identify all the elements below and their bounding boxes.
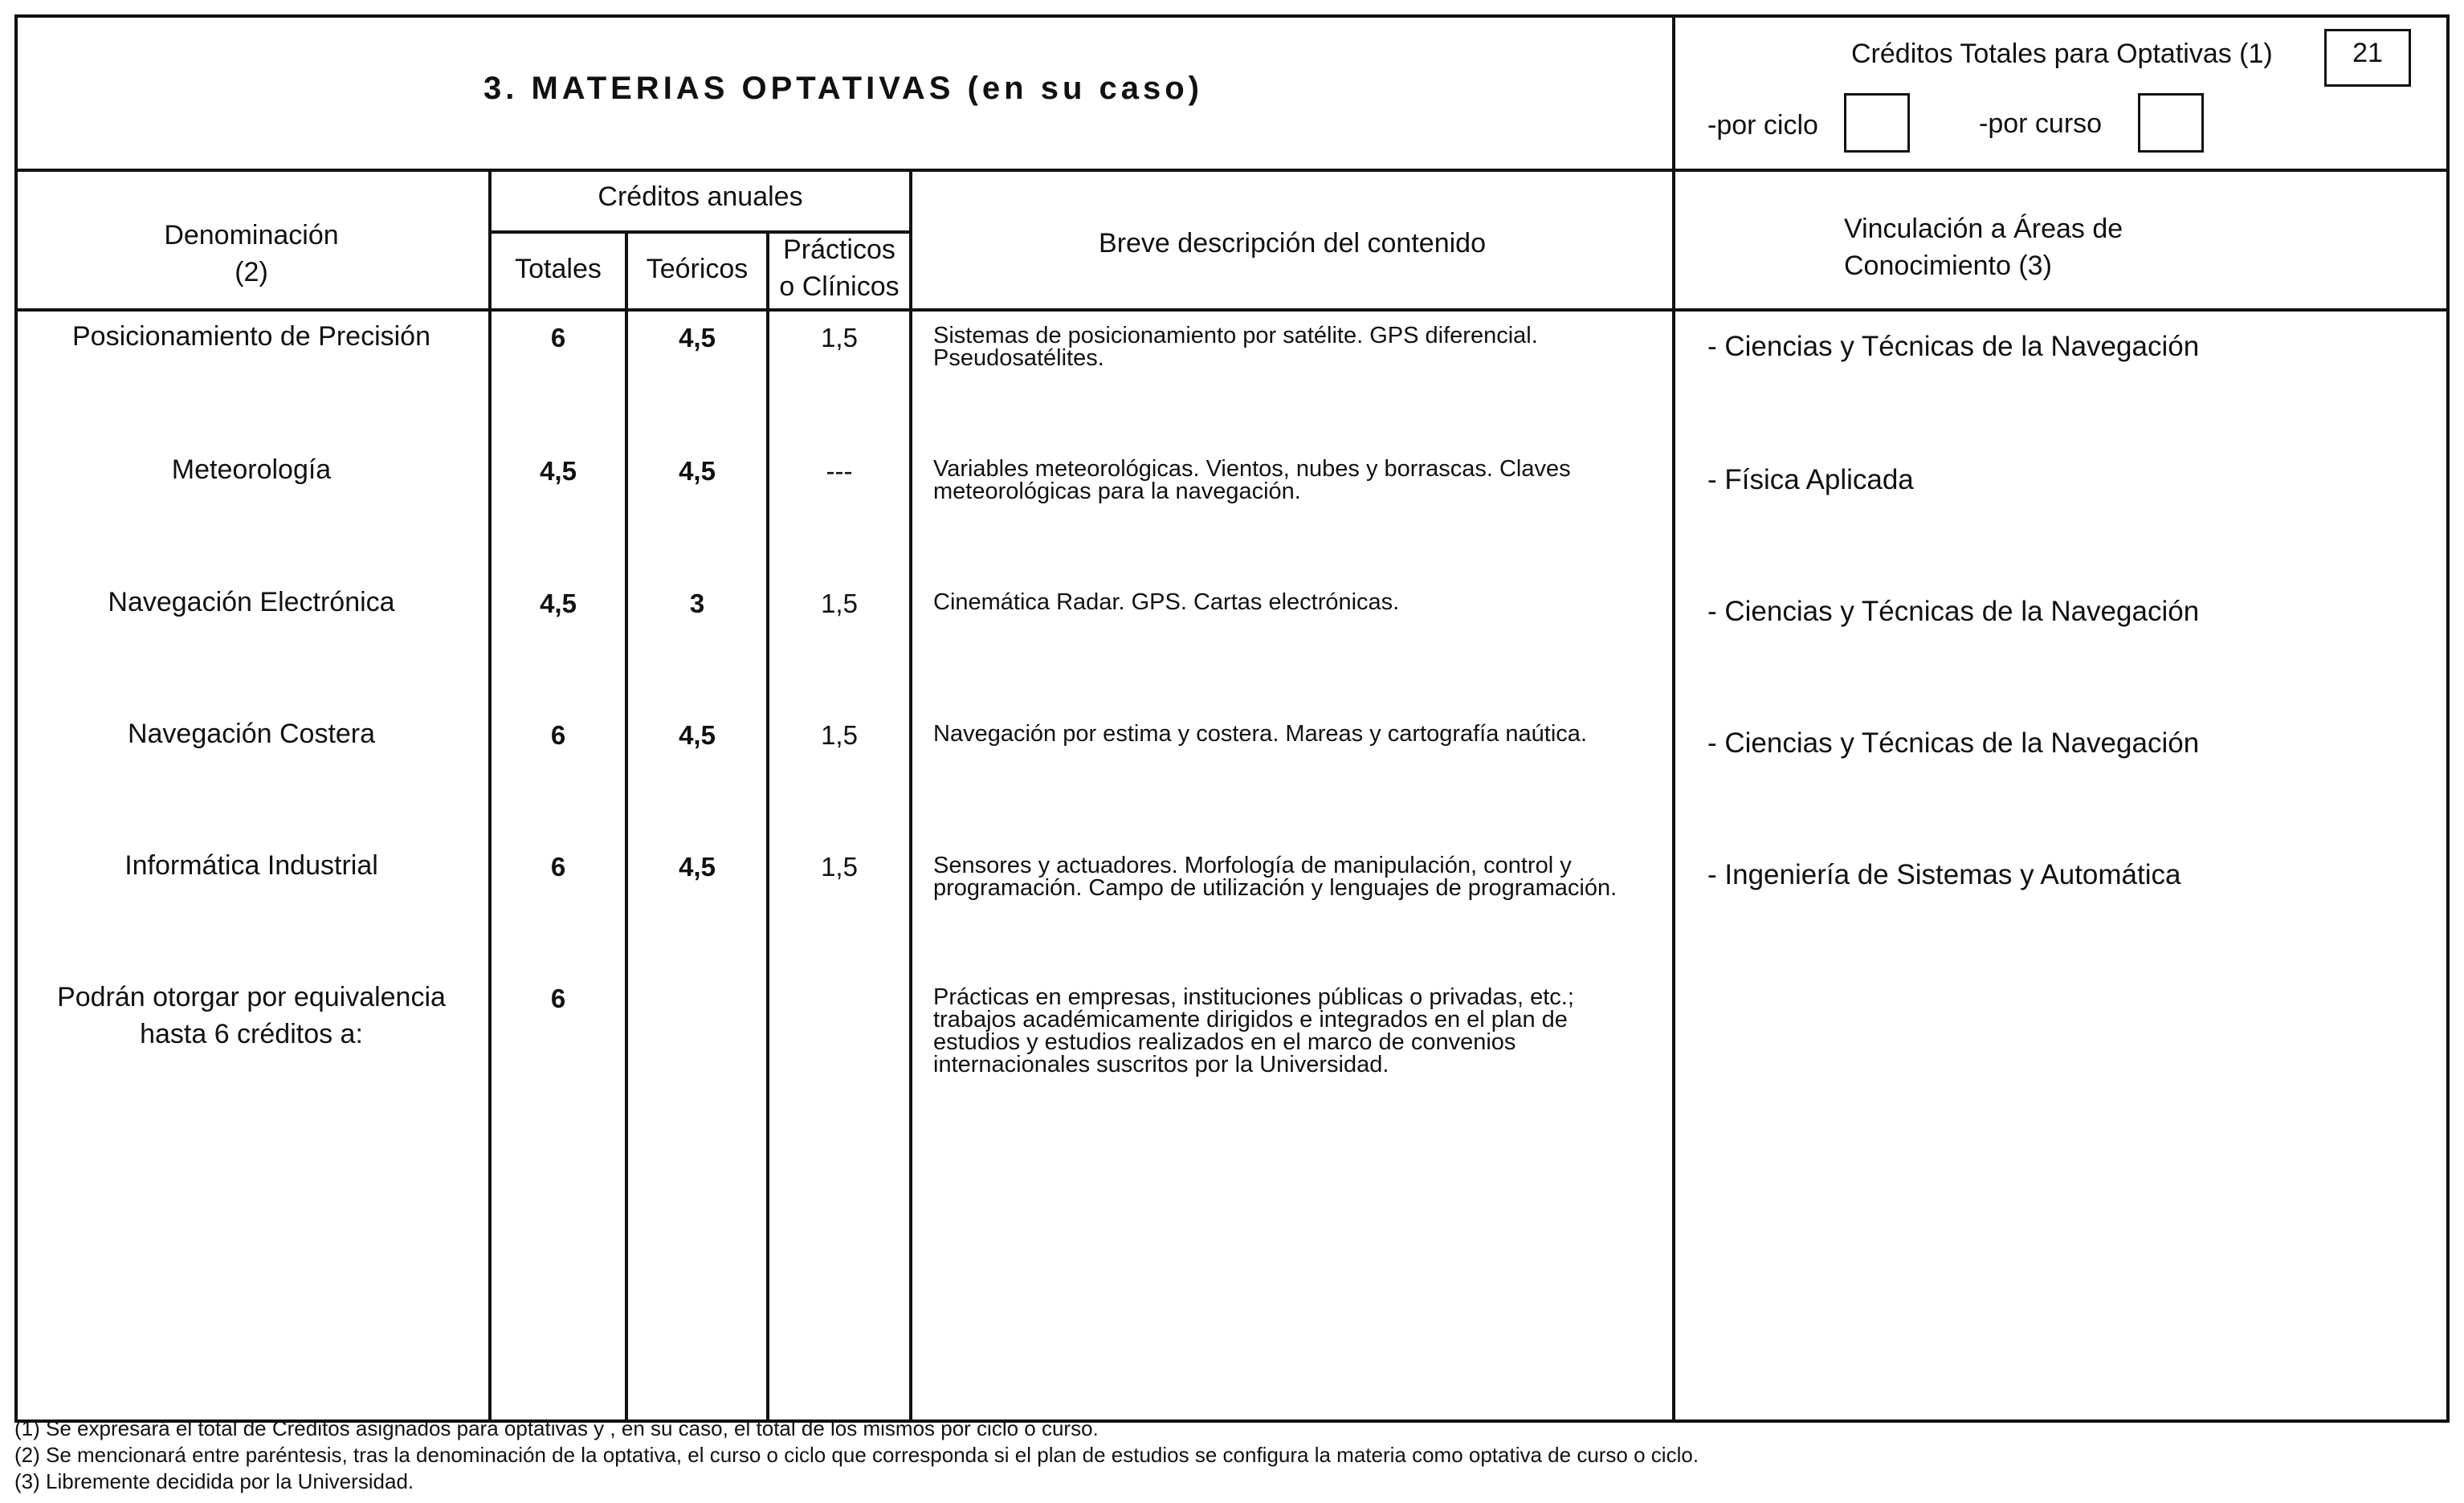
divider-descripcion (1672, 14, 1675, 1423)
row-6-denominacion (14, 979, 488, 1053)
row-3-teoricos: 3 (689, 589, 705, 618)
title-row-divider (14, 169, 2450, 172)
divider-teoricos (766, 230, 769, 1423)
row-6-denominacion-line2: hasta 6 créditos a: (140, 1019, 363, 1049)
row-5-practicos: 1,5 (821, 852, 858, 882)
row-1-denominacion-line1: Posicionamiento de Precisión (71, 321, 431, 352)
row-5-area: - Ingeniería de Sistemas y Automática (1707, 859, 2181, 890)
row-5-descripcion: Sensores y actuadores. Morfología de manipulación, control y programación. Campo de utilización y lenguajes de programación. (933, 853, 1618, 901)
row-5-denominacion-line1: Informática Industrial (124, 850, 378, 881)
row-3-practicos: 1,5 (821, 589, 858, 618)
header-practicos (769, 231, 909, 305)
header-row-divider (14, 308, 2450, 312)
section-title: 3. MATERIAS OPTATIVAS (en su caso) (483, 71, 1203, 106)
header-creditos-anuales: Créditos anuales (598, 181, 803, 212)
header-totales: Totales (515, 254, 602, 284)
row-4-totales: 6 (550, 720, 566, 750)
row-2-denominacion (14, 451, 488, 488)
total-optativas-value: 21 (2352, 38, 2383, 68)
por-ciclo-box (1844, 93, 1910, 153)
header-descripcion: Breve descripción del contenido (1099, 228, 1486, 259)
header-vinculacion-line2: Conocimiento (3) (1844, 250, 2052, 281)
divider-practicos (909, 169, 912, 1423)
row-1-totales: 6 (550, 323, 566, 352)
row-5-totales: 6 (550, 852, 566, 882)
divider-totales (625, 230, 628, 1423)
row-1-area: - Ciencias y Técnicas de la Navegación (1707, 331, 2200, 362)
row-3-area: - Ciencias y Técnicas de la Navegación (1707, 596, 2200, 627)
row-4-practicos: 1,5 (821, 720, 858, 750)
footnote-2: (2) Se mencionará entre paréntesis, tras la denominación de la optativa, el curso o ciclo que corresponda si el plan de estudios se configura la materia como optativa de curso o ciclo. (14, 1443, 1699, 1467)
row-6-totales: 6 (550, 984, 566, 1013)
row-2-descripcion: Variables meteorológicas. Vientos, nubes y borrascas. Claves meteorológicas para la navegación. (933, 456, 1571, 504)
row-1-practicos: 1,5 (821, 323, 858, 352)
row-2-area: - Física Aplicada (1707, 464, 1914, 495)
header-denominacion (14, 217, 488, 291)
header-teoricos: Teóricos (646, 254, 749, 284)
por-curso-label: -por curso (1979, 108, 2103, 139)
header-vinculacion-line1: Vinculación a Áreas de (1844, 214, 2123, 244)
divider-denominacion (488, 169, 492, 1423)
footnote-3: (3) Libremente decidida por la Universidad. (14, 1469, 414, 1493)
row-4-denominacion-line1: Navegación Costera (127, 719, 376, 749)
row-1-denominacion (14, 318, 488, 355)
row-6-descripcion: Prácticas en empresas, instituciones públicas o privadas, etc.; trabajos académicamente dirigidos e integrados en el plan de estudios y estudios realizados en el marco de convenios internacionales suscritos por la Universidad. (933, 984, 1574, 1077)
row-1-teoricos: 4,5 (679, 323, 716, 352)
row-2-teoricos: 4,5 (679, 456, 716, 486)
row-2-practicos: --- (826, 456, 853, 486)
total-optativas-label: Créditos Totales para Optativas (1) (1851, 39, 2273, 69)
por-ciclo-label: -por ciclo (1707, 110, 1818, 141)
header-denominacion-line2: (2) (235, 257, 268, 287)
row-5-teoricos: 4,5 (679, 852, 716, 882)
header-denominacion-line1: Denominación (164, 220, 339, 250)
header-vinculacion (1844, 210, 2123, 284)
total-optativas-box (2324, 29, 2411, 87)
row-6-denominacion-line1: Podrán otorgar por equivalencia (57, 982, 446, 1012)
header-practicos-line1: Prácticos (783, 234, 895, 265)
row-3-denominacion (14, 584, 488, 621)
footnote-1: (1) Se expresará el total de Créditos asignados para optativas y , en su caso, el total de los mismos por ciclo o curso. (14, 1416, 1099, 1440)
row-5-denominacion (14, 847, 488, 884)
row-3-totales: 4,5 (540, 589, 577, 618)
row-1-descripcion: Sistemas de posicionamiento por satélite. GPS diferencial. Pseudosatélites. (933, 323, 1538, 371)
row-4-descripcion: Navegación por estima y costera. Mareas y cartografía naútica. (933, 721, 1587, 747)
row-2-denominacion-line1: Meteorología (171, 454, 332, 485)
row-4-denominacion (14, 715, 488, 752)
row-3-denominacion-line1: Navegación Electrónica (108, 587, 395, 617)
header-practicos-line2: o Clínicos (779, 271, 900, 302)
row-4-area: - Ciencias y Técnicas de la Navegación (1707, 727, 2200, 759)
row-4-teoricos: 4,5 (679, 720, 716, 750)
por-curso-box (2138, 93, 2204, 153)
row-2-totales: 4,5 (540, 456, 577, 486)
row-3-descripcion: Cinemática Radar. GPS. Cartas electrónicas. (933, 589, 1400, 615)
